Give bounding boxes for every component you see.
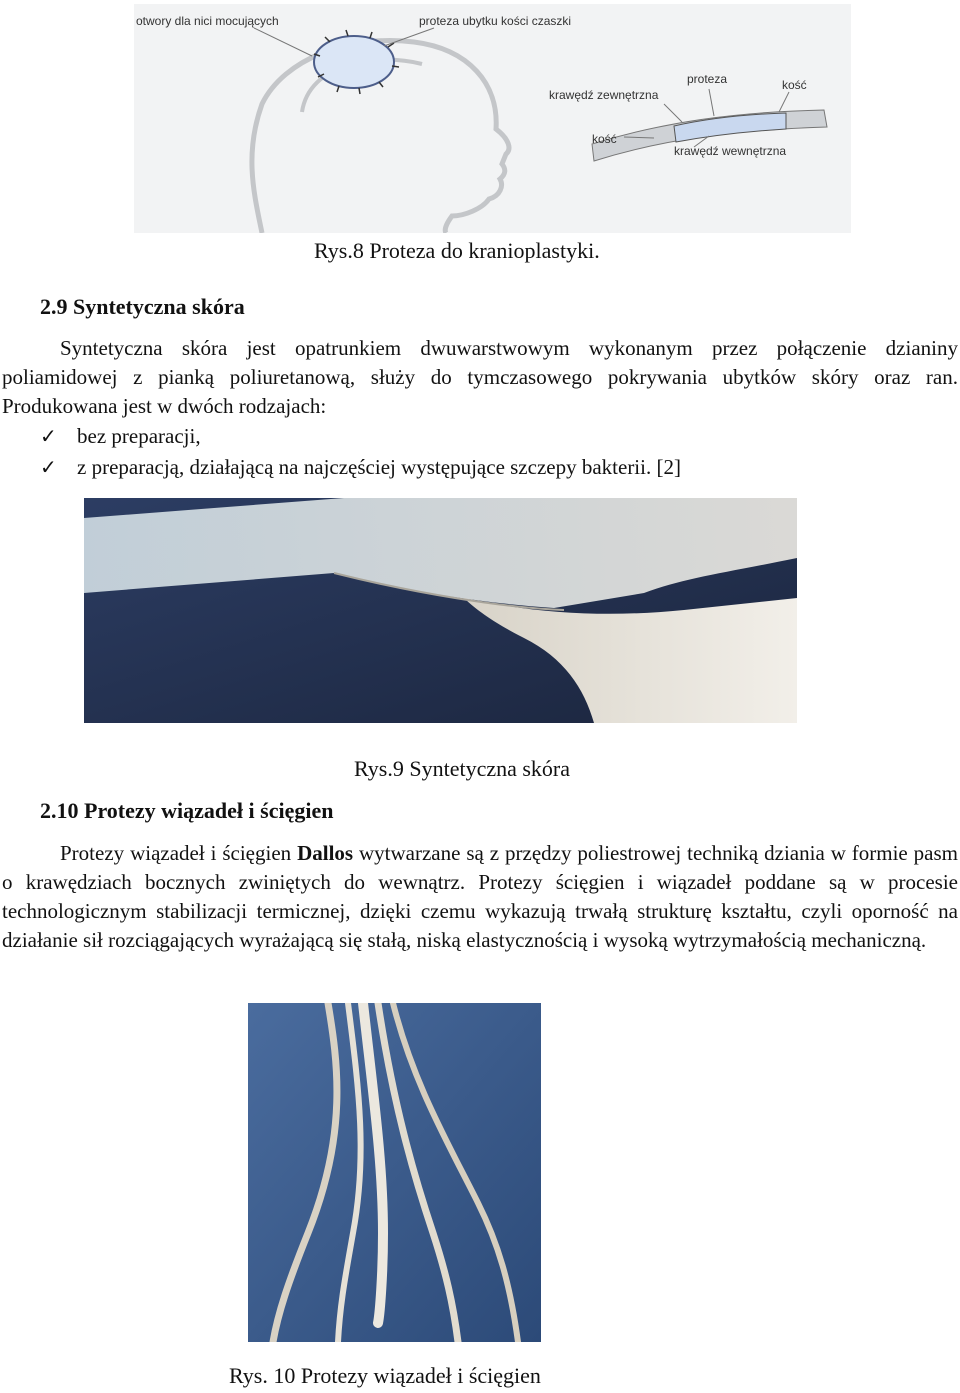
check-icon: ✓ xyxy=(40,455,57,479)
figure-10-caption: Rys. 10 Protezy wiązadeł i ścięgien xyxy=(229,1363,541,1388)
list-item xyxy=(0,452,940,483)
label-outer-edge: krawędź zewnętrzna xyxy=(549,88,659,102)
figure-8-caption: Rys.8 Proteza do kranioplastyki. xyxy=(314,238,600,263)
figure-9-image xyxy=(84,498,797,723)
list-item xyxy=(0,421,940,452)
label-kosc-left: kość xyxy=(592,132,617,146)
figure-10-image xyxy=(248,1003,541,1342)
label-proteza: proteza xyxy=(687,72,728,86)
figure-9-caption: Rys.9 Syntetyczna skóra xyxy=(354,756,571,781)
label-kosc-right: kość xyxy=(782,78,807,92)
section-2-9-heading: 2.9 Syntetyczna skóra xyxy=(40,294,245,319)
section-2-10-text-start: Protezy wiązadeł i ścięgien xyxy=(60,841,298,865)
bullet-text: bez preparacji, xyxy=(77,424,201,448)
section-2-10-text-rest: wytwarzane są z przędzy poliestrowej techniką dziania w formie pasm o krawędziach bocznych zwiniętych do wewnątrz. Protezy ścięgien i wiązadeł poddane są w procesie technologicznym stabilizacji termicznej, dzięki czemu wykazują trwałą strukturę kształtu, czyli oporność na działanie sił rozciągających wyrażającą się stałą, niską elastycznością i wysoką wytrzymałością mechaniczną. xyxy=(2,841,958,952)
section-2-9-text: Syntetyczna skóra jest opatrunkiem dwuwarstwowym wykonanym przez połączenie dzianiny poliamidowej z pianką poliuretanową, służy do tymczasowego pokrywania ubytków skóry oraz ran. Produkowana jest w dwóch rodzajach: xyxy=(2,336,958,418)
section-2-10-paragraph xyxy=(2,839,958,955)
label-inner-edge: krawędź wewnętrzna xyxy=(674,144,787,158)
section-2-9-paragraph xyxy=(2,334,958,421)
section-2-9-bullet-list xyxy=(0,421,940,483)
figure-8-image xyxy=(134,4,851,233)
check-icon: ✓ xyxy=(40,424,57,448)
label-holes: otwory dla nici mocujących xyxy=(136,14,279,28)
bullet-text: z preparacją, działającą na najczęściej występujące szczepy bakterii. [2] xyxy=(77,455,681,479)
section-2-10-heading: 2.10 Protezy wiązadeł i ścięgien xyxy=(40,798,334,823)
cranial-patch xyxy=(314,36,394,88)
brand-name: Dallos xyxy=(297,841,354,865)
label-prosthesis-bone: proteza ubytku kości czaszki xyxy=(419,14,572,28)
